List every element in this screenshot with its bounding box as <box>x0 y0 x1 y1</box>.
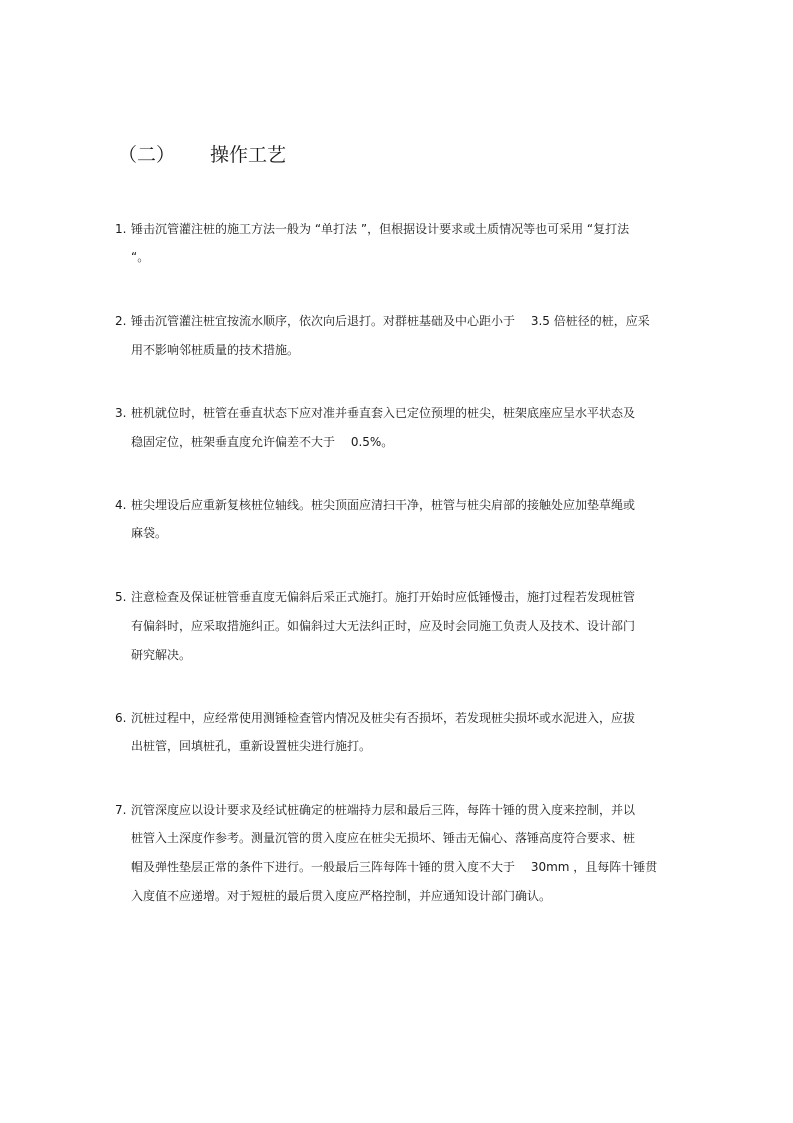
section-title: 操作工艺 <box>210 144 287 166</box>
item-7-line-3: 帽及弹性垫层正常的条件下进行。一般最后三阵每阵十锤的贯入度不大于 30mm ，且每阵十锤贯 <box>131 860 658 874</box>
item-1-line-2: “。 <box>131 250 150 264</box>
item-number: 4. <box>115 498 127 512</box>
item-number: 7. <box>115 803 127 817</box>
item-6-line-1 <box>115 709 635 727</box>
section-heading <box>118 142 286 168</box>
item-text: 桩尖埋设后应重新复核桩位轴线。桩尖顶面应清扫干净，桩管与桩尖肩部的接触处应加垫草绳或 <box>131 498 636 512</box>
item-text: 沉管深度应以设计要求及经试桩确定的桩端持力层和最后三阵，每阵十锤的贯入度来控制，并以 <box>131 803 636 817</box>
item-text: 锤击沉管灌注桩的施工方法一般为 “单打法 ”，但根据设计要求或土质情况等也可采用 “复打法 <box>131 222 630 236</box>
item-number: 1. <box>115 222 127 236</box>
item-1-line-1 <box>115 220 629 238</box>
item-5-line-3: 研究解决。 <box>131 648 192 662</box>
item-text: 注意检查及保证桩管垂直度无偏斜后采正式施打。施打开始时应低锤慢击，施打过程若发现桩管 <box>131 590 636 604</box>
item-5-line-1 <box>115 588 635 606</box>
item-6-line-2: 出桩管，回填桩孔，重新设置桩尖进行施打。 <box>131 739 372 753</box>
item-number: 6. <box>115 711 127 725</box>
item-2-line-1 <box>115 312 650 330</box>
item-text: 桩机就位时，桩管在垂直状态下应对准并垂直套入已定位预埋的桩尖，桩架底座应呈水平状态及 <box>131 406 636 420</box>
item-number: 3. <box>115 406 127 420</box>
item-text: 锤击沉管灌注桩宜按流水顺序，依次向后退打。对群桩基础及中心距小于 3.5 倍桩径的桩，应采 <box>131 314 650 328</box>
item-7-line-1 <box>115 801 635 819</box>
item-text: 沉桩过程中，应经常使用测锤检查管内情况及桩尖有否损坏，若发现桩尖损坏或水泥进入，应拔 <box>131 711 636 725</box>
item-number: 5. <box>115 590 127 604</box>
item-5-line-2: 有偏斜时，应采取措施纠正。如偏斜过大无法纠正时，应及时会同施工负责人及技术、设计部门 <box>131 619 636 633</box>
item-3-line-1 <box>115 404 635 422</box>
item-3-line-2: 稳固定位，桩架垂直度允许偏差不大于 0.5%。 <box>131 435 394 449</box>
item-2-line-2: 用不影响邻桩质量的技术措施。 <box>131 343 300 357</box>
item-number: 2. <box>115 314 127 328</box>
section-number: （二） <box>118 144 176 166</box>
item-4-line-1 <box>115 496 635 514</box>
item-4-line-2: 麻袋。 <box>131 526 168 540</box>
item-7-line-4: 入度值不应递增。对于短桩的最后贯入度应严格控制，并应通知设计部门确认。 <box>131 889 552 903</box>
item-7-line-2: 桩管入土深度作参考。测量沉管的贯入度应在桩尖无损坏、锤击无偏心、落锤高度符合要求、桩 <box>131 831 636 845</box>
